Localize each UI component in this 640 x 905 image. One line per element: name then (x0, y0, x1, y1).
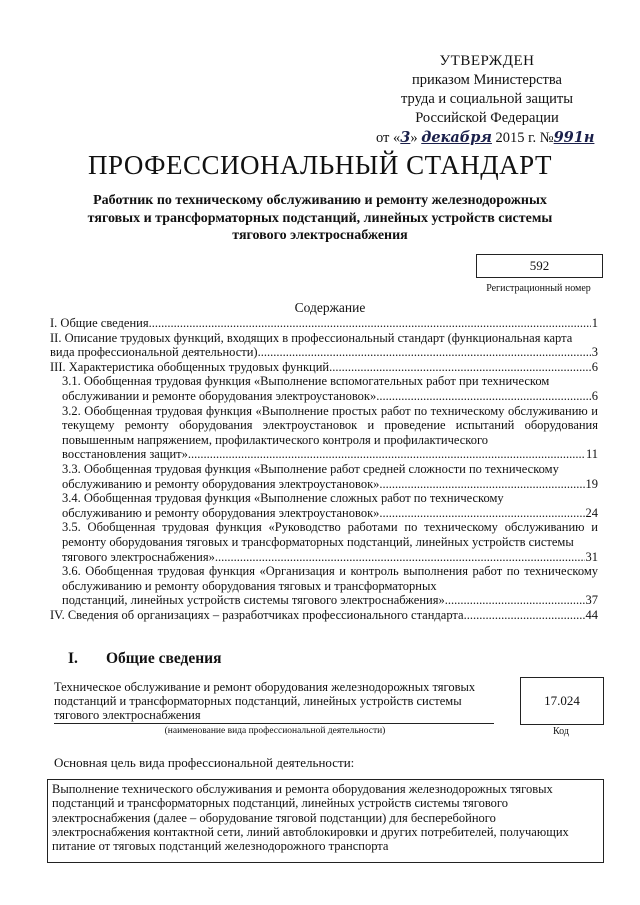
toc-entry-lead: 3.3. Обобщенная трудовая функция «Выполнение работ средней сложности по техническому (62, 461, 559, 476)
section-heading (68, 650, 221, 668)
approval-head: УТВЕРЖДЕН (439, 53, 535, 69)
activity-code-caption: Код (553, 726, 569, 737)
toc-leader-dots (149, 316, 591, 331)
toc-entry-line (62, 550, 598, 565)
toc-page-number: 6 (591, 359, 598, 374)
approval-line-2: труда и социальной защиты (401, 91, 573, 107)
toc-entry (50, 608, 598, 623)
toc-entry-text: обслуживании и ремонте оборудования электроустановок» (62, 388, 377, 403)
toc-entry-lead: 3.2. Обобщенная трудовая функция «Выполнение простых работ по техническому обслуживанию и текущему ремонту оборудования электроустановок и проведение испытаний оборудования повышенным напряжением, профилактического контроля и профилактического (62, 403, 598, 447)
date-mid: » (410, 130, 418, 146)
toc-entry-lead: 3.1. Обобщенная трудовая функция «Выполнение вспомогательных работ при техническом (62, 374, 550, 389)
toc-leader-dots (379, 506, 584, 521)
goal-label: Основная цель вида профессиональной деятельности: (54, 755, 355, 770)
toc-entry-lead: 3.4. Обобщенная трудовая функция «Выполнение сложных работ по техническому (62, 491, 504, 506)
toc-entry-line (62, 389, 598, 404)
toc-entry-line (50, 345, 598, 360)
section-number: I. (68, 650, 78, 667)
toc-page-number: 19 (585, 476, 598, 491)
toc-entry-lead: 3.5. Обобщенная трудовая функция «Руководство работами по техническому обслуживанию и ремонту оборудования тяговых и трансформаторных подстанций, линейных устройств системы (62, 520, 598, 549)
toc-leader-dots (188, 447, 585, 462)
toc-page-number: 37 (585, 593, 598, 608)
approval-date-line (372, 128, 602, 148)
toc-page-number: 24 (585, 505, 598, 520)
toc-leader-dots (376, 389, 591, 404)
activity-underline (54, 723, 494, 724)
date-prefix: от « (376, 130, 401, 146)
toc-entry-text: обслуживанию и ремонту оборудования электроустановок» (62, 505, 380, 520)
toc-entry-text: тягового электроснабжения» (62, 549, 215, 564)
toc-leader-dots (258, 345, 591, 360)
toc-entry-text: подстанций, линейных устройств системы тягового электроснабжения» (62, 593, 445, 608)
activity-caption: (наименование вида профессиональной деятельности) (164, 726, 386, 736)
document-subtitle: Работник по техническому обслуживанию и ремонту железнодорожных тяговых и трансформаторных подстанций, линейных устройств системы тягового электроснабжения (87, 193, 553, 243)
toc-entry-line (50, 608, 598, 623)
toc-entry (50, 360, 598, 375)
toc-page-number: 3 (591, 345, 598, 360)
approval-stamp (372, 52, 602, 148)
toc-entry-text: III. Характеристика обобщенных трудовых функций (50, 359, 330, 374)
toc-entry (50, 462, 598, 491)
registration-number-box: 592 (476, 254, 603, 278)
document-title: ПРОФЕССИОНАЛЬНЫЙ СТАНДАРТ (87, 150, 553, 180)
toc-page-number: 11 (585, 447, 598, 462)
approval-line-3: Российской Федерации (415, 110, 559, 126)
toc-entry-text: IV. Сведения об организациях – разработчиках профессионального стандарта (50, 607, 464, 622)
registration-number-label: Регистрационный номер (486, 283, 591, 294)
toc-heading: Содержание (294, 300, 366, 315)
toc-entry-line (50, 316, 598, 331)
toc-entry (50, 491, 598, 520)
toc-entry-line (50, 360, 598, 375)
toc-entry-text: вида профессиональной деятельности) (50, 345, 258, 360)
toc-page-number: 44 (585, 607, 598, 622)
toc-entry-text: восстановления защит» (62, 447, 188, 462)
toc-leader-dots (215, 550, 585, 565)
toc-leader-dots (329, 360, 591, 375)
toc-entry-line (62, 477, 598, 492)
toc-entry-line (62, 506, 598, 521)
toc-entry-lead: 3.6. Обобщенная трудовая функция «Организация и контроль выполнения работ по техническому обслуживанию и ремонту оборудования тяговых и трансформаторных (62, 564, 598, 593)
toc-entry (50, 331, 598, 360)
toc-entry-lead: II. Описание трудовых функций, входящих в профессиональный стандарт (функциональная карта (50, 330, 573, 345)
date-year: 2015 г. № (495, 130, 554, 146)
toc-entry (50, 374, 598, 403)
toc-entry (50, 564, 598, 608)
toc-entry (50, 404, 598, 462)
toc-page-number: 6 (591, 388, 598, 403)
toc-entry-line (62, 447, 598, 462)
toc-page-number: 31 (585, 549, 598, 564)
goal-text: Выполнение технического обслуживания и ремонта оборудования железнодорожных тяговых подстанций и трансформаторных подстанций, линейных устройств системы тягового электроснабжения (далее – оборудование тяговой подстанции) для бесперебойного электроснабжения контактной сети, линий автоблокировки и других потребителей, получающих питание от тяговых подстанций железнодорожного транспорта (52, 782, 569, 854)
section-title: Общие сведения (106, 650, 222, 667)
toc-page-number: 1 (591, 316, 598, 330)
toc-leader-dots (379, 477, 584, 492)
date-month-handwritten: декабря (421, 129, 492, 146)
order-number-handwritten: 991н (553, 129, 595, 146)
activity-name: Техническое обслуживание и ремонт оборудования железнодорожных тяговых подстанций и трансформаторных подстанций, линейных устройств системы тягового электроснабжения (54, 680, 476, 722)
toc-entry-text: I. Общие сведения (50, 316, 149, 330)
activity-code-box: 17.024 (520, 677, 604, 725)
toc-entry-line (62, 593, 598, 608)
toc-entry (50, 520, 598, 564)
toc-leader-dots (464, 608, 585, 623)
toc-entry (50, 316, 598, 331)
toc-entry-text: обслуживанию и ремонту оборудования электроустановок» (62, 476, 380, 491)
date-day-handwritten: 3 (400, 129, 411, 146)
table-of-contents (50, 316, 598, 622)
approval-line-1: приказом Министерства (412, 72, 562, 88)
toc-leader-dots (445, 593, 585, 608)
